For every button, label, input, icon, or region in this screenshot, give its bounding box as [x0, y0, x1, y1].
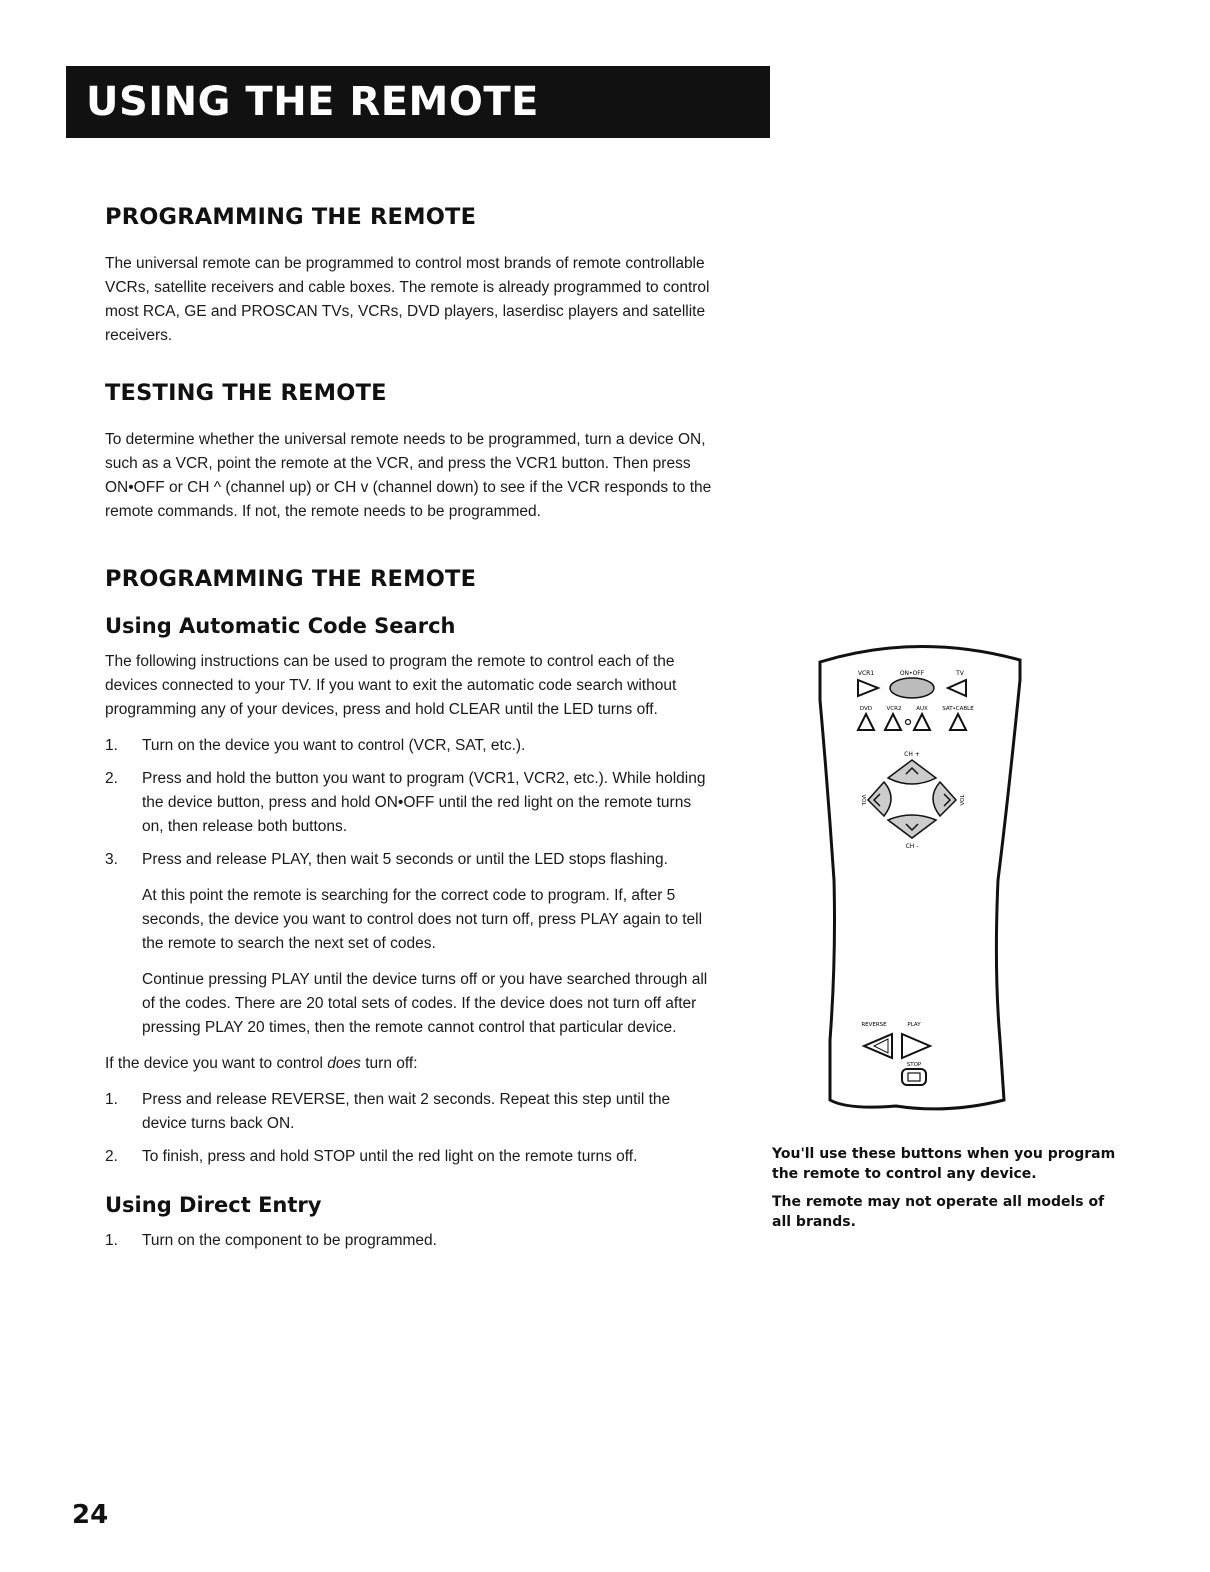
- step-text: To finish, press and hold STOP until the red light on the remote turns off.: [142, 1148, 638, 1165]
- step-number: 2.: [105, 1148, 118, 1165]
- heading-programming: PROGRAMMING THE REMOTE: [105, 204, 477, 230]
- step-text: Press and release REVERSE, then wait 2 seconds. Repeat this step until the device turns back ON.: [142, 1091, 671, 1132]
- label-vol-down: VOL: [860, 794, 866, 806]
- step-number: 2.: [105, 770, 118, 787]
- remote-caption: [772, 1144, 1122, 1240]
- remote-illustration: [808, 640, 1028, 1120]
- testing-body: To determine whether the universal remote needs to be programmed, turn a device ON, such as a VCR, point the remote at the VCR, and press the VCR1 button. Then press ON•OFF or CH ^ (channel up) or CH v (channel down) to see if the VCR responds to the remote commands. If not, the remote needs to be programmed.: [105, 431, 712, 520]
- lead-emphasis: does: [327, 1055, 361, 1072]
- page-number: 24: [72, 1500, 109, 1530]
- step-text: Press and release PLAY, then wait 5 seconds or until the LED stops flashing.: [142, 851, 668, 868]
- main-column: [105, 180, 715, 1253]
- caption-line-1: You'll use these buttons when you program the remote to control any device.: [772, 1146, 1116, 1182]
- step-number: 1.: [105, 1232, 118, 1249]
- chapter-banner: [66, 66, 770, 138]
- programming-intro: The universal remote can be programmed to control most brands of remote controllable VCRs, satellite receivers and cable boxes. The remote is already programmed to control most RCA, GE and PROSCAN TVs, VCRs, DVD players, laserdisc players and satellite receivers.: [105, 255, 710, 344]
- lead-text: If the device you want to control: [105, 1055, 328, 1072]
- search-note: At this point the remote is searching for the correct code to program. If, after 5 seconds, the device you want to control does not turn off, press PLAY again to tell the remote to search the next set of codes.: [142, 887, 703, 952]
- list-item: [105, 1088, 715, 1136]
- step-number: 1.: [105, 1091, 118, 1108]
- auto-search-steps: [105, 734, 715, 872]
- label-vcr1: VCR1: [857, 670, 875, 677]
- does-turn-off-lead: [105, 1052, 715, 1076]
- heading-testing: TESTING THE REMOTE: [105, 380, 387, 406]
- list-item: [105, 734, 715, 758]
- list-item: [105, 1229, 715, 1253]
- label-vcr2: VCR2: [886, 706, 902, 712]
- list-item: [105, 848, 715, 872]
- label-vol-up: VOL: [960, 794, 966, 806]
- list-item: [105, 767, 715, 839]
- label-reverse: REVERSE: [861, 1022, 887, 1028]
- direct-entry-steps: [105, 1229, 715, 1253]
- label-tv: TV: [956, 670, 964, 677]
- label-stop: STOP: [906, 1062, 922, 1068]
- step-text: Press and hold the button you want to program (VCR1, VCR2, etc.). While holding the device button, press and hold ON•OFF until the red light on the remote turns on, then release both buttons.: [142, 770, 706, 835]
- list-item: [105, 1145, 715, 1169]
- onoff-button-icon: [890, 678, 934, 698]
- label-ch-up: CH +: [904, 751, 920, 758]
- auto-search-intro: The following instructions can be used to program the remote to control each of the devices connected to your TV. If you want to exit the automatic code search without programming any of your devices, press and hold CLEAR until the LED turns off.: [105, 653, 677, 718]
- heading-direct-entry: Using Direct Entry: [105, 1193, 322, 1217]
- label-aux: AUX: [916, 706, 928, 712]
- label-dvd: DVD: [859, 706, 873, 712]
- step-text: Turn on the device you want to control (VCR, SAT, etc.).: [142, 737, 526, 754]
- caption-line-2: The remote may not operate all models of all brands.: [772, 1194, 1105, 1230]
- step-text: Turn on the component to be programmed.: [142, 1232, 437, 1249]
- heading-programming-2: PROGRAMMING THE REMOTE: [105, 566, 477, 592]
- label-onoff: ON•OFF: [899, 670, 925, 677]
- heading-auto-search: Using Automatic Code Search: [105, 614, 456, 638]
- finish-steps: [105, 1088, 715, 1169]
- label-play: PLAY: [907, 1022, 921, 1028]
- continue-note: Continue pressing PLAY until the device turns off or you have searched through all of the codes. There are 20 total sets of codes. If the device does not turn off after pressing PLAY 20 times, then the remote cannot control that particular device.: [142, 971, 708, 1036]
- label-satcable: SAT•CABLE: [942, 706, 974, 712]
- label-ch-down: CH -: [905, 843, 919, 850]
- step-number: 3.: [105, 851, 118, 868]
- lead-text-end: turn off:: [360, 1055, 418, 1072]
- step-number: 1.: [105, 737, 118, 754]
- chapter-title: USING THE REMOTE: [86, 79, 539, 125]
